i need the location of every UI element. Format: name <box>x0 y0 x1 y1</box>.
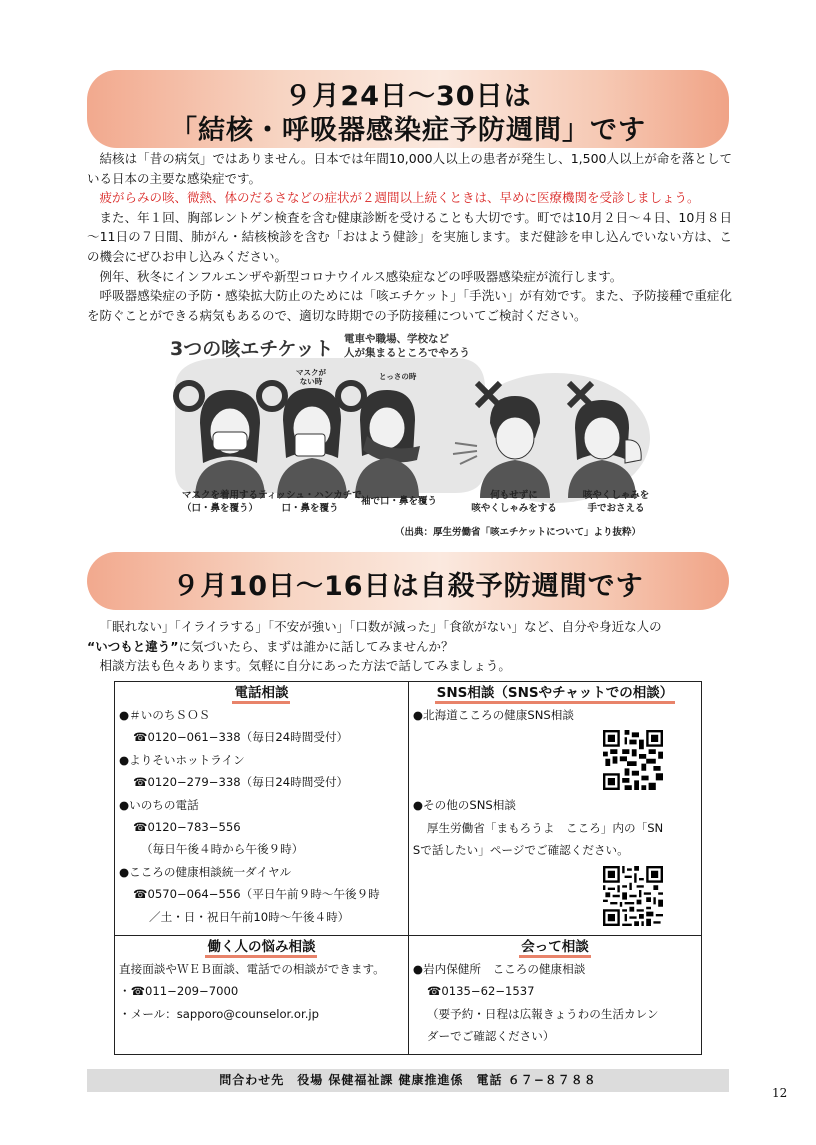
caption-mask: マスクを着用する （口・鼻を覆う） <box>181 490 258 514</box>
person-mask-figure <box>195 390 265 498</box>
different-than-usual: “いつもと違う” <box>87 638 179 654</box>
caption-sleeve: 袖で口・鼻を覆う <box>360 496 437 507</box>
person-tissue-figure <box>277 388 347 498</box>
caption-tissue: ティッシュ・ハンカチで 口・鼻を覆う <box>258 490 362 514</box>
bubble-sudden: とっさの時 <box>379 372 417 381</box>
workers-email: ・メール：sapporo@counselor.or.jp <box>119 1006 319 1021</box>
qr-code-mhlw-sns[interactable] <box>603 866 663 926</box>
phone-hours: （毎日午後４時から午後９時） <box>141 842 304 857</box>
phone-hours: ／土・日・祝日午前10時～午後４時） <box>149 909 350 924</box>
workers-description: 直接面談やＷＥＢ面談、電話での相談ができます。 <box>119 962 385 976</box>
bubble-no-mask: マスクが ない時 <box>296 368 326 386</box>
sns-consultation-heading: SNS相談（SNSやチャットでの相談） <box>435 685 676 704</box>
sns-description: Sで話したい」ページでご確認ください。 <box>412 843 629 858</box>
workers-consultation-cell <box>115 936 409 1055</box>
sns-item-other: ●その他のSNS相談 <box>412 798 516 813</box>
sns-description: 厚生労働省「まもろうよ こころ」内の「SN <box>426 820 664 835</box>
in-person-consultation-cell <box>408 936 701 1055</box>
phone-number: ☎0570−064−556（平日午前９時～午後９時 <box>133 887 380 902</box>
in-person-item: ●岩内保健所 こころの健康相談 <box>412 962 586 976</box>
in-person-note: ダーでご確認ください） <box>426 1029 555 1044</box>
illustration-source: （出典：厚生労働省「咳エチケットについて」より抜粋） <box>395 527 641 538</box>
phone-number: ☎0120−061−338（毎日24時間受付） <box>133 730 349 745</box>
suicide-prevention-banner <box>87 552 729 610</box>
phone-item: ●こころの健康相談統一ダイヤル <box>119 864 292 879</box>
consultation-table <box>114 681 702 1055</box>
suicide-article <box>87 617 732 676</box>
illustration-subtitle: 電車や職場、学校など 人が集まるところでやろう <box>344 333 470 359</box>
in-person-consultation-heading: 会って相談 <box>519 939 591 958</box>
in-person-phone: ☎0135−62−1537 <box>426 984 535 999</box>
sns-consultation-cell <box>408 682 701 936</box>
tb-paragraph: また、年１回、胸部レントゲン検査を含む健康診断を受けることも大切です。町では10月２日～４日、10月８日～11日の７日間、肺がん・結核検診を含む「おはよう健診」を実施します。まだ健診を申し込んでいない方は、この機会にぜひお申し込みください。 <box>87 209 732 264</box>
tb-paragraph: 結核は「昔の病気」ではありません。日本では年間10,000人以上の患者が発生し、1,500人以上が命を落としている日本の主要な感染症です。 <box>87 151 732 186</box>
tb-paragraph: 例年、秋冬にインフルエンザや新型コロナウイルス感染症などの呼吸器感染症が流行します。 <box>99 268 623 284</box>
tb-banner-line2: 「結核・呼吸器感染症予防週間」です <box>170 115 646 146</box>
sns-item-hokkaido: ●北海道こころの健康SNS相談 <box>412 708 574 722</box>
suicide-banner-title: ９月10日～16日は自殺予防週間です <box>172 571 644 602</box>
caption-hand-cover: 咳やくしゃみを 手でおさえる <box>582 490 650 514</box>
workers-consultation-heading: 働く人の悩み相談 <box>205 939 317 958</box>
suicide-paragraph-2: “いつもと違う”に気づいたら、まずは誰かに話してみませんか？ <box>87 638 454 654</box>
phone-number: ☎0120−279−338（毎日24時間受付） <box>133 775 349 790</box>
phone-consultation-heading: 電話相談 <box>232 685 290 704</box>
workers-phone: ・☎011−209−7000 <box>119 984 239 999</box>
suicide-paragraph: 「眠れない」「イライラする」「不安が強い」「口数が減った」「食欲がない」など、自分や身近な人の <box>99 619 662 634</box>
phone-item: ●よりそいホットライン <box>119 752 245 767</box>
person-sleeve-figure <box>355 390 420 498</box>
suicide-paragraph: 相談方法も色々あります。気軽に自分にあった方法で話してみましょう。 <box>99 658 511 674</box>
caption-no-cover: 何もせずに 咳やくしゃみをする <box>471 490 557 514</box>
tb-warning-paragraph: 疲がらみの咳、微熱、体のだるさなどの症状が２週間以上続くときは、早めに医療機関を受診しましょう。 <box>99 190 700 206</box>
illustration-title: 3つの咳エチケット <box>170 338 334 360</box>
phone-item: ●＃いのちＳＯＳ <box>119 708 211 722</box>
phone-item: ●いのちの電話 <box>119 797 199 812</box>
tb-article <box>87 149 732 325</box>
contact-footer: 問合わせ先 役場 保健福祉課 健康推進係 電話 ６７−８７８８ <box>87 1069 729 1092</box>
qr-code-hokkaido-sns[interactable] <box>603 730 663 790</box>
phone-number: ☎0120−783−556 <box>133 820 241 835</box>
tb-paragraph: 呼吸器感染症の予防・感染拡大防止のためには「咳エチケット」「手洗い」が有効です。また、予防接種で重症化を防ぐことができる病気もあるので、適切な時期での予防接種についてご検討ください。 <box>87 288 732 323</box>
tb-week-banner <box>87 70 729 148</box>
phone-consultation-cell <box>115 682 409 936</box>
in-person-note: （要予約・日程は広報きょうわの生活カレン <box>426 1006 659 1021</box>
page-number: 12 <box>772 1086 788 1100</box>
tb-banner-line1: ９月24日～30日は <box>284 81 532 112</box>
